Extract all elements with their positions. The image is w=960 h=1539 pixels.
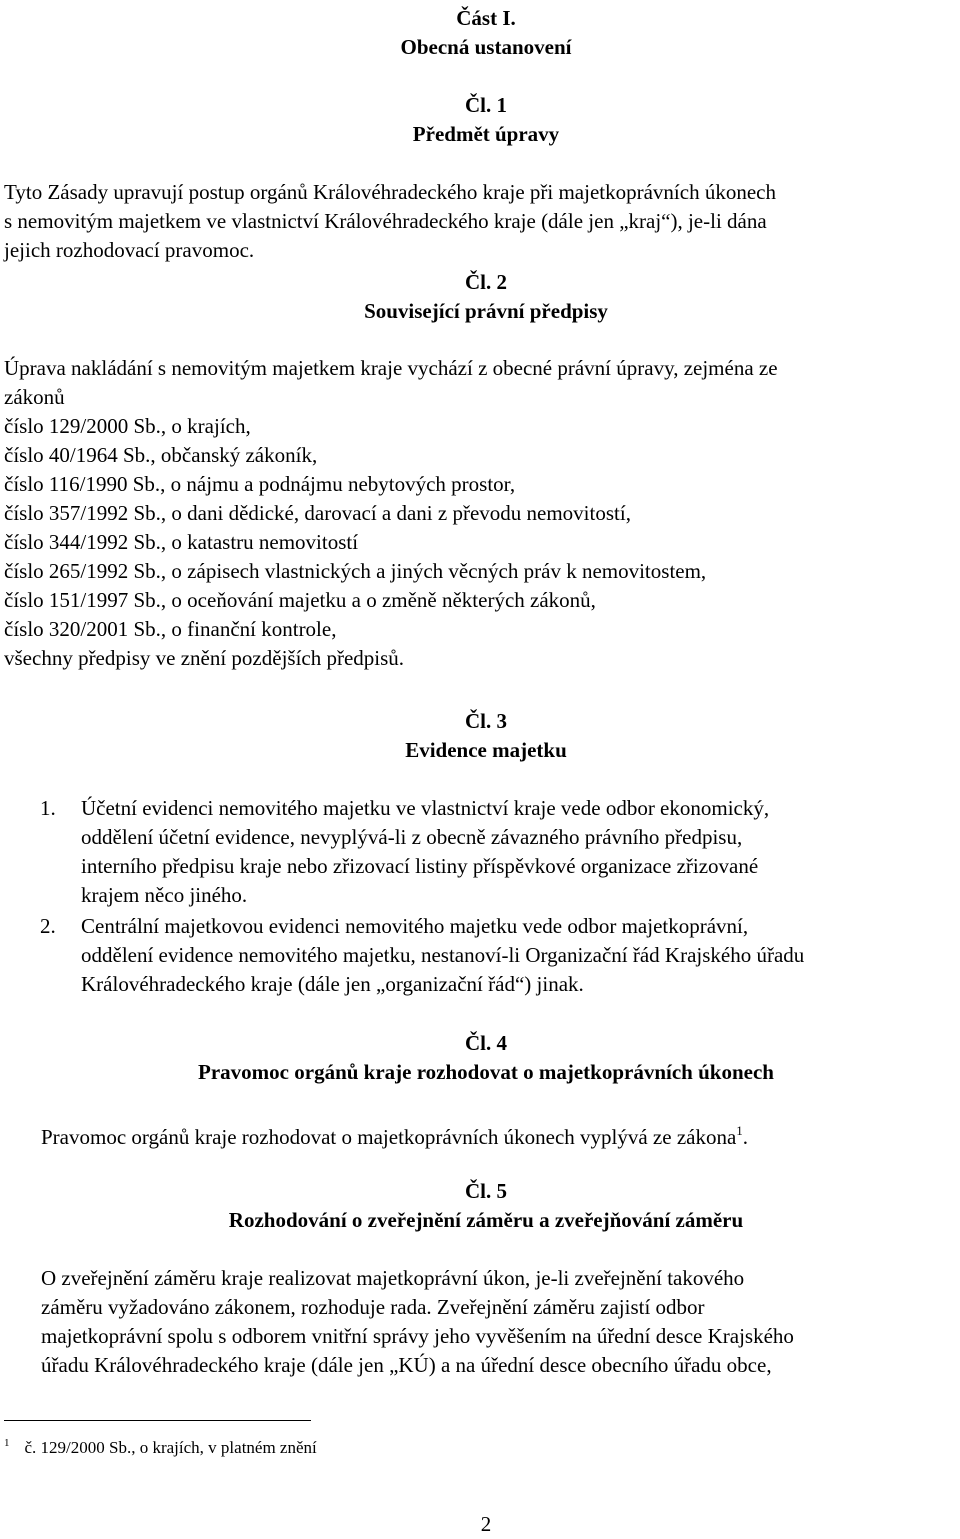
article-2-number: Čl. 2 <box>465 270 507 294</box>
text-line: Pravomoc orgánů kraje rozhodovat o majetkoprávních úkonech vyplývá ze zákona <box>41 1125 737 1149</box>
article-5-number: Čl. 5 <box>465 1179 507 1203</box>
text-line: Centrální majetkovou evidenci nemovitého majetku vede odbor majetkoprávní, <box>81 914 749 938</box>
text-line: Královéhradeckého kraje (dále jen „organizační řád“) jinak. <box>81 972 584 996</box>
article-4-title: Pravomoc orgánů kraje rozhodovat o majetkoprávních úkonech <box>198 1060 774 1084</box>
text-line: oddělení evidence nemovitého majetku, nestanoví-li Organizační řád Krajského úřadu <box>81 943 805 967</box>
text-line: úřadu Královéhradeckého kraje (dále jen „KÚ) a na úřední desce obecního úřadu obce, <box>41 1353 772 1377</box>
article-1-text <box>4 178 776 265</box>
footnote <box>4 1432 317 1459</box>
article-4-text <box>41 1116 748 1152</box>
law-item: číslo 265/1992 Sb., o zápisech vlastnických a jiných věcných práv k nemovitostem, <box>4 559 707 583</box>
text-line: O zveřejnění záměru kraje realizovat majetkoprávní úkon, je-li zveřejnění takového <box>41 1266 745 1290</box>
article-3-title: Evidence majetku <box>405 738 567 762</box>
part-subtitle: Obecná ustanovení <box>400 35 572 59</box>
list-item-number: 2. <box>40 914 56 938</box>
text-line: krajem něco jiného. <box>81 883 248 907</box>
text-line: interního předpisu kraje nebo zřizovací listiny příspěvkové organizace zřizované <box>81 854 759 878</box>
text-line: oddělení účetní evidence, nevyplývá-li z obecně závazného právního předpisu, <box>81 825 743 849</box>
law-item: číslo 320/2001 Sb., o finanční kontrole, <box>4 617 337 641</box>
text-line: jejich rozhodovací pravomoc. <box>4 238 255 262</box>
list-item-number: 1. <box>40 796 56 820</box>
text-line: Úprava nakládání s nemovitým majetkem kraje vychází z obecné právní úpravy, zejména ze <box>4 356 778 380</box>
law-item: číslo 40/1964 Sb., občanský zákoník, <box>4 443 318 467</box>
text-line: záměru vyžadováno zákonem, rozhoduje rada. Zveřejnění záměru zajistí odbor <box>41 1295 705 1319</box>
text-line: s nemovitým majetkem ve vlastnictví Královéhradeckého kraje (dále jen „kraj“), je-li dána <box>4 209 767 233</box>
article-5-title: Rozhodování o zveřejnění záměru a zveřejňování záměru <box>228 1208 744 1232</box>
article-5-text <box>41 1264 794 1380</box>
footnote-reference[interactable]: 1 <box>736 1123 743 1138</box>
text-line-end: . <box>742 1125 749 1149</box>
footnote-text: č. 129/2000 Sb., o krajích, v platném znění <box>24 1438 317 1457</box>
article-1-title: Předmět úpravy <box>412 122 560 146</box>
footnote-divider <box>4 1420 311 1421</box>
article-3-number: Čl. 3 <box>465 709 507 733</box>
text-line: Účetní evidenci nemovitého majetku ve vlastnictví kraje vede odbor ekonomický, <box>81 796 770 820</box>
text-line: zákonů <box>4 385 65 409</box>
law-item: číslo 116/1990 Sb., o nájmu a podnájmu nebytových prostor, <box>4 472 516 496</box>
law-item: číslo 357/1992 Sb., o dani dědické, darovací a dani z převodu nemovitostí, <box>4 501 631 525</box>
article-2-text <box>4 354 778 673</box>
law-item: číslo 151/1997 Sb., o oceňování majetku a o změně některých zákonů, <box>4 588 596 612</box>
article-4-number: Čl. 4 <box>465 1031 507 1055</box>
part-title: Část I. <box>456 6 516 30</box>
text-line: majetkoprávní spolu s odborem vnitřní správy jeho vyvěšením na úřední desce Krajského <box>41 1324 794 1348</box>
law-item: číslo 129/2000 Sb., o krajích, <box>4 414 251 438</box>
text-line: Tyto Zásady upravují postup orgánů Královéhradeckého kraje při majetkoprávních úkonech <box>4 180 776 204</box>
law-item: číslo 344/1992 Sb., o katastru nemovitostí <box>4 530 359 554</box>
article-1-number: Čl. 1 <box>465 93 507 117</box>
article-2-title: Související právní předpisy <box>364 299 608 323</box>
text-line: všechny předpisy ve znění pozdějších předpisů. <box>4 646 405 670</box>
page-number: 2 <box>480 1512 492 1536</box>
footnote-mark: 1 <box>4 1437 10 1449</box>
